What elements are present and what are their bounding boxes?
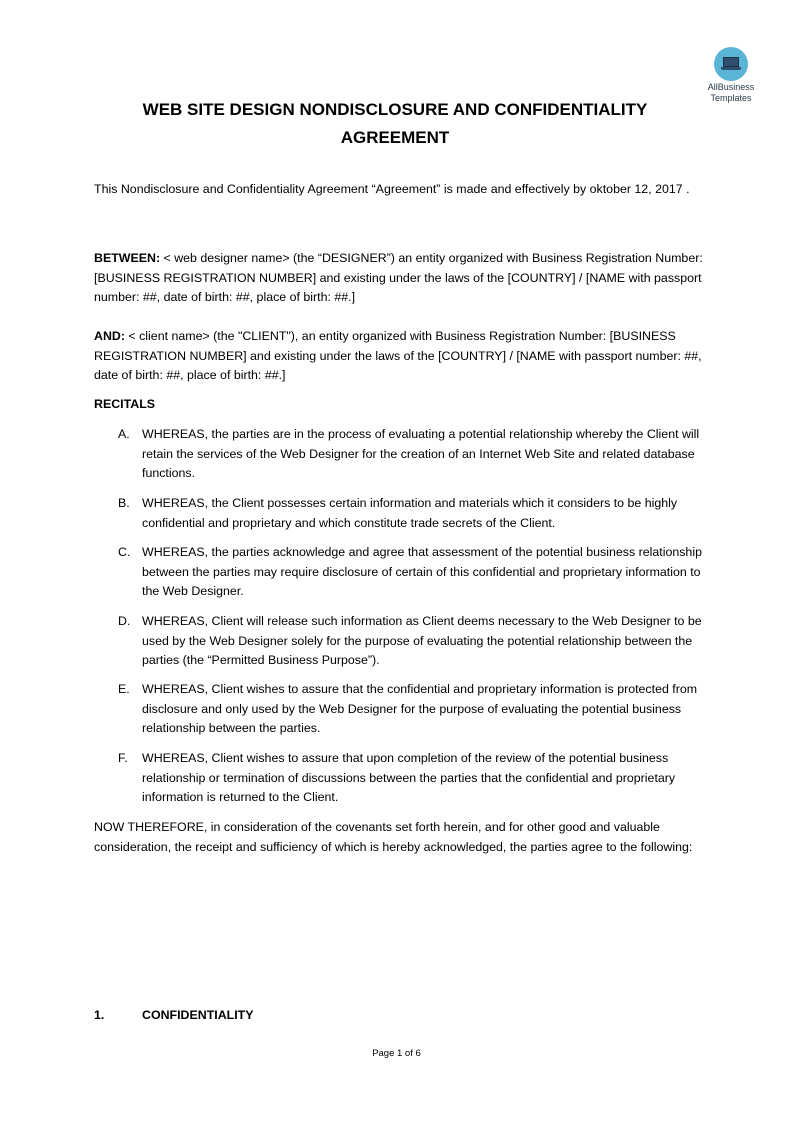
recital-text: WHEREAS, Client wishes to assure that the confidential and proprietary information is protected from disclosure and only used by the Web Designer for the purpose of evaluating the potential business relationship between the parties. — [142, 682, 698, 735]
page-footer: Page 1 of 6 — [372, 1048, 421, 1059]
recital-letter: D. — [118, 614, 131, 628]
section-number: 1. — [94, 1008, 105, 1022]
title-line2: AGREEMENT — [340, 128, 450, 147]
between-label: BETWEEN: — [94, 251, 161, 265]
section-title: CONFIDENTIALITY — [142, 1008, 254, 1022]
recital-text: WHEREAS, the Client possesses certain information and materials which it considers to be highly confidential and proprietary and which constitute trade secrets of the Client. — [142, 496, 678, 530]
recital-letter: A. — [118, 427, 130, 441]
recital-text: WHEREAS, Client wishes to assure that upon completion of the review of the potential business relationship or termination of discussions between the parties that the confidential and proprietary information is returned to the Client. — [142, 751, 676, 804]
allbusiness-logo[interactable] — [700, 47, 762, 103]
and-paragraph — [94, 327, 704, 386]
intro-paragraph: This Nondisclosure and Confidentiality Agreement “Agreement” is made and effectively by oktober 12, 2017 . — [94, 182, 690, 196]
and-label: AND: — [94, 329, 125, 343]
between-text: < web designer name> (the “DESIGNER”) an entity organized with Business Registration Number: [BUSINESS REGISTRATION NUMBER] and existing under the laws of the [COUNTRY] / [NAME with passport number: ##, date of birth: ##, place of birth: ##.] — [94, 251, 703, 304]
between-paragraph — [94, 249, 704, 308]
now-therefore-paragraph: NOW THEREFORE, in consideration of the covenants set forth herein, and for other good and valuable consideration, the receipt and sufficiency of which is hereby acknowledged, the parties agree to the following: — [94, 820, 693, 854]
recital-letter: B. — [118, 496, 130, 510]
and-text: < client name> (the "CLIENT"), an entity organized with Business Registration Number: [BUSINESS REGISTRATION NUMBER] and existing under the laws of the [COUNTRY] / [NAME with passport number: ##, date of birth: ##, place of birth: ##.] — [94, 329, 702, 382]
logo-text-line1: AllBusiness — [707, 82, 755, 92]
recital-letter: E. — [118, 682, 130, 696]
laptop-icon — [714, 47, 748, 81]
recitals-heading: RECITALS — [94, 397, 156, 411]
recital-text: WHEREAS, the parties are in the process of evaluating a potential relationship whereby the Client will retain the services of the Web Designer for the creation of an Internet Web Site and related database functions. — [142, 427, 700, 480]
recital-letter: C. — [118, 545, 131, 559]
logo-text-line2: Templates — [710, 93, 752, 103]
document-title — [100, 96, 690, 152]
recital-text: WHEREAS, Client will release such information as Client deems necessary to the Web Designer to be used by the Web Designer solely for the purpose of evaluating the potential relationship between the parties (the “Permitted Business Purpose”). — [142, 614, 702, 667]
recital-text: WHEREAS, the parties acknowledge and agree that assessment of the potential business relationship between the parties may require disclosure of certain of this confidential and proprietary information to the Web Designer. — [142, 545, 702, 598]
recital-letter: F. — [118, 751, 128, 765]
title-line1: WEB SITE DESIGN NONDISCLOSURE AND CONFIDENTIALITY — [142, 100, 648, 119]
